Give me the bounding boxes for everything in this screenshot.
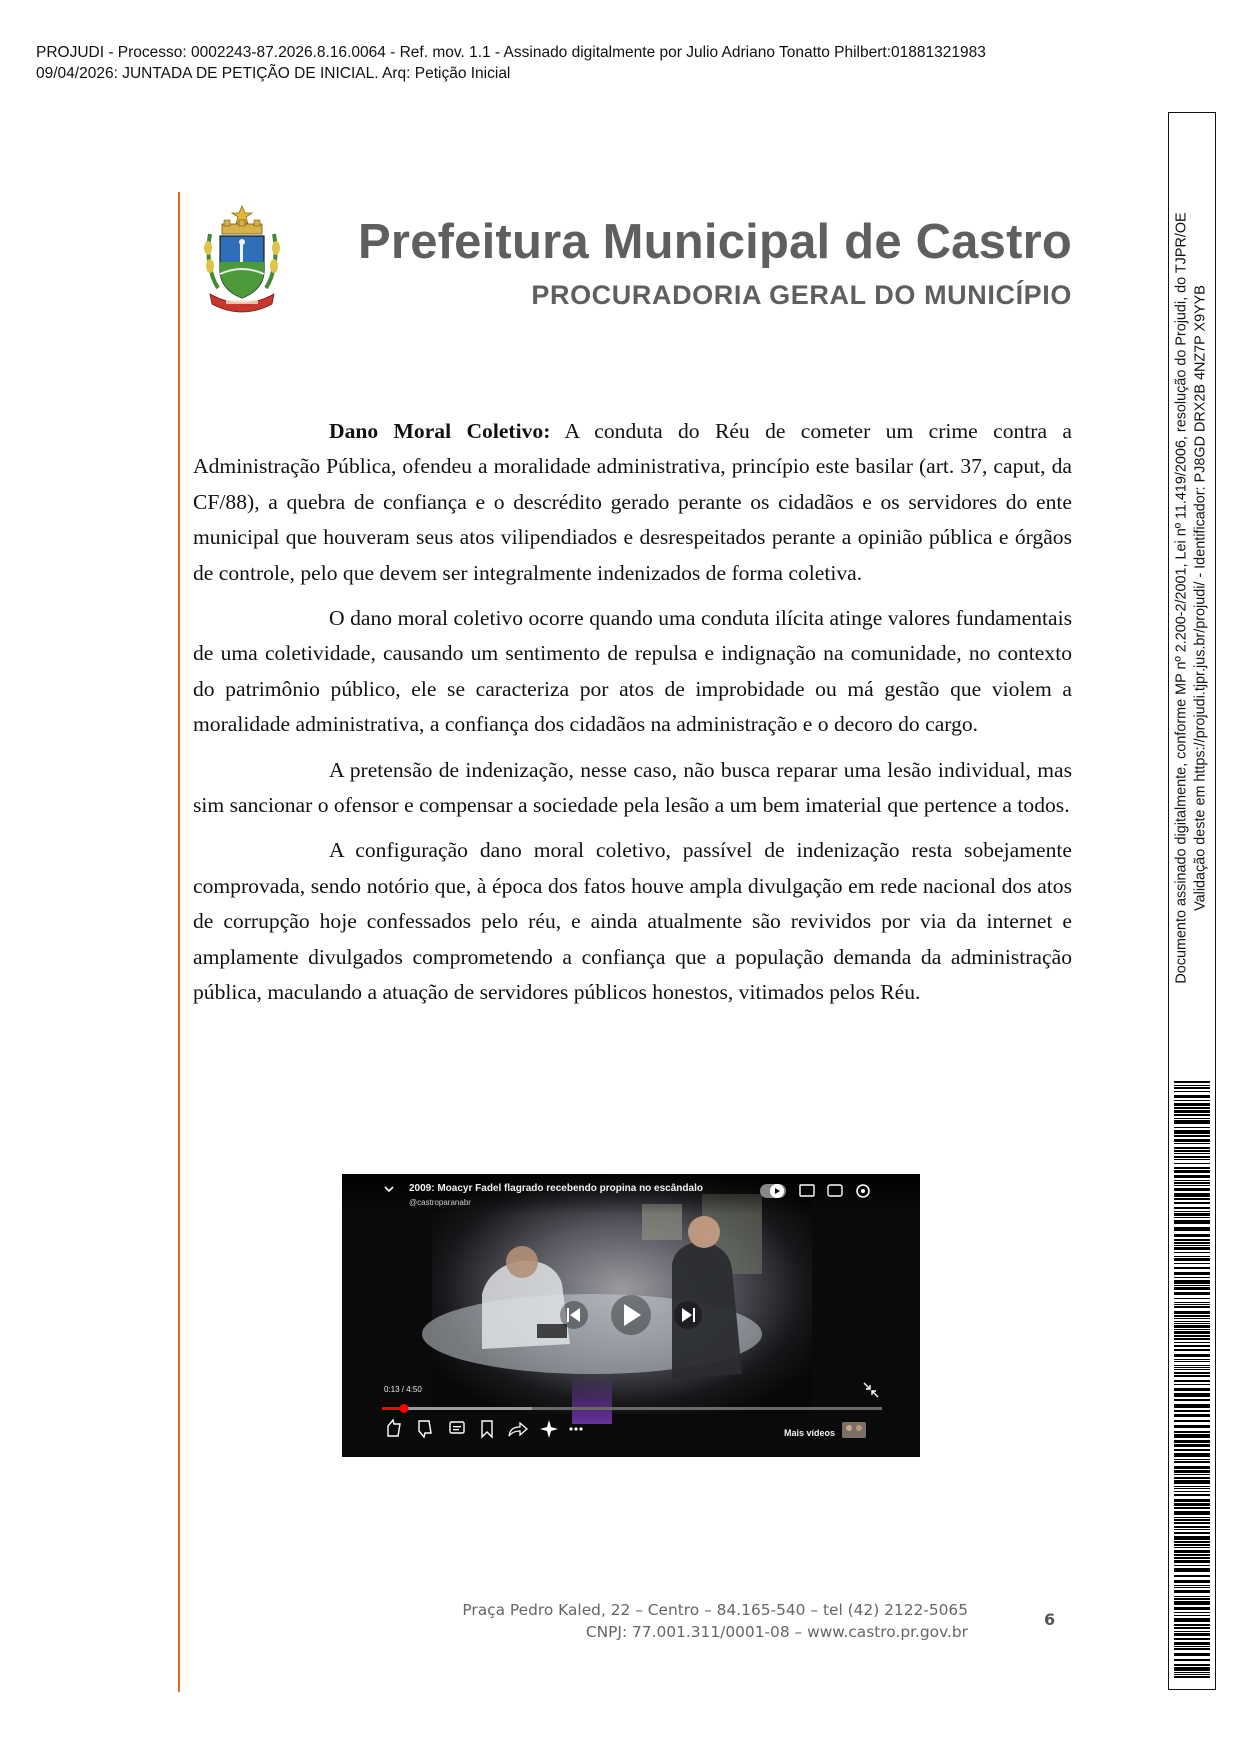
- video-time: 0:13 / 4:50: [384, 1385, 422, 1394]
- letterhead-title: Prefeitura Municipal de Castro: [358, 215, 1072, 269]
- more-videos-thumbnail[interactable]: [842, 1422, 866, 1438]
- play-icon[interactable]: [611, 1295, 651, 1335]
- progress-scrubber[interactable]: [400, 1404, 409, 1413]
- video-screenshot: [342, 1174, 920, 1457]
- signature-side-text: [1171, 123, 1213, 1073]
- video-channel[interactable]: @castroparanabr: [409, 1198, 471, 1207]
- signature-side-band: [1168, 112, 1216, 1690]
- coat-of-arms-logo: [196, 204, 288, 320]
- paragraph-pretension: A pretensão de indenização, nesse caso, não busca reparar uma lesão individual, mas sim sancionar o ofensor e compensar a sociedade pela lesão a um bem imaterial que pertence a todos.: [193, 757, 1072, 818]
- more-options-icon[interactable]: [569, 1427, 582, 1430]
- more-videos-button[interactable]: Mais vídeos: [784, 1428, 836, 1438]
- left-accent-rule: [178, 192, 180, 1692]
- paragraph-configuration: A configuração dano moral coletivo, passível de indenização resta sobejamente comprovada, sendo notório que, à época dos fatos houve ampla divulgação em rede nacional dos atos de corrupção hoje confessados pelo réu, e ainda atualmente são revividos por via da internet e amplamente divulgados comprometendo a confiança que a população demanda da administração pública, maculando a atuação de servidores públicos honestos, vitimados pelos Réu.: [193, 838, 1072, 1005]
- previous-video-icon[interactable]: [560, 1301, 588, 1329]
- paragraph-lead: Dano Moral Coletivo:: [329, 419, 551, 443]
- document-body: [193, 414, 1072, 1021]
- autoplay-toggle[interactable]: [760, 1184, 786, 1198]
- letterhead-footer: [462, 1599, 968, 1643]
- signature-line-1: Documento assinado digitalmente, conforme MP nº 2.200-2/2001, Lei nº 11.419/2006, resolução do Projudi, do TJPR/OE: [1174, 212, 1191, 984]
- signature-line-2: Validação deste em https://projudi.tjpr.jus.br/projudi/ - Identificador: PJ8GD DRX2B 4NZ7P X9YYB: [1193, 285, 1210, 911]
- next-video-icon[interactable]: [674, 1301, 702, 1329]
- paragraph-dano-moral-coletivo: [193, 414, 1072, 591]
- barcode-icon: [1174, 1081, 1210, 1681]
- footer-address: Praça Pedro Kaled, 22 – Centro – 84.165-540 – tel (42) 2122-5065: [462, 1601, 968, 1619]
- paragraph-text: A conduta do Réu de cometer um crime contra a Administração Pública, ofendeu a moralidade administrativa, princípio este basilar (art. 37, caput, da CF/88), a quebra de confiança e o descrédito gerado perante os cidadãos e os servidores do ente municipal que houveram seus atos vilipendiados e desrespeitados perante a opinião pública e órgãos de controle, pelo que devem ser integralmente indenizados de forma coletiva.: [193, 419, 1072, 585]
- projudi-stamp: [36, 42, 1076, 84]
- letterhead-subtitle: PROCURADORIA GERAL DO MUNICÍPIO: [531, 280, 1072, 310]
- page-number: 6: [1044, 1610, 1056, 1629]
- footer-cnpj: CNPJ: 77.001.311/0001-08 – www.castro.pr.gov.br: [585, 1623, 968, 1641]
- paragraph-definition: O dano moral coletivo ocorre quando uma conduta ilícita atinge valores fundamentais de uma coletividade, causando um sentimento de repulsa e indignação na comunidade, no contexto do patrimônio público, ele se caracteriza por atos de improbidade ou má gestão que violem a moralidade administrativa, a confiança dos cidadãos na administração e o decoro do cargo.: [193, 606, 1072, 737]
- video-title[interactable]: 2009: Moacyr Fadel flagrado recebendo propina no escândalo: [409, 1183, 703, 1194]
- projudi-stamp-line-2: 09/04/2026: JUNTADA DE PETIÇÃO DE INICIAL. Arq: Petição Inicial: [36, 65, 511, 82]
- projudi-stamp-line-1: PROJUDI - Processo: 0002243-87.2026.8.16.0064 - Ref. mov. 1.1 - Assinado digitalmente por Julio Adriano Tonatto Philbert:01881321983: [36, 44, 986, 61]
- video-frame: [342, 1174, 920, 1457]
